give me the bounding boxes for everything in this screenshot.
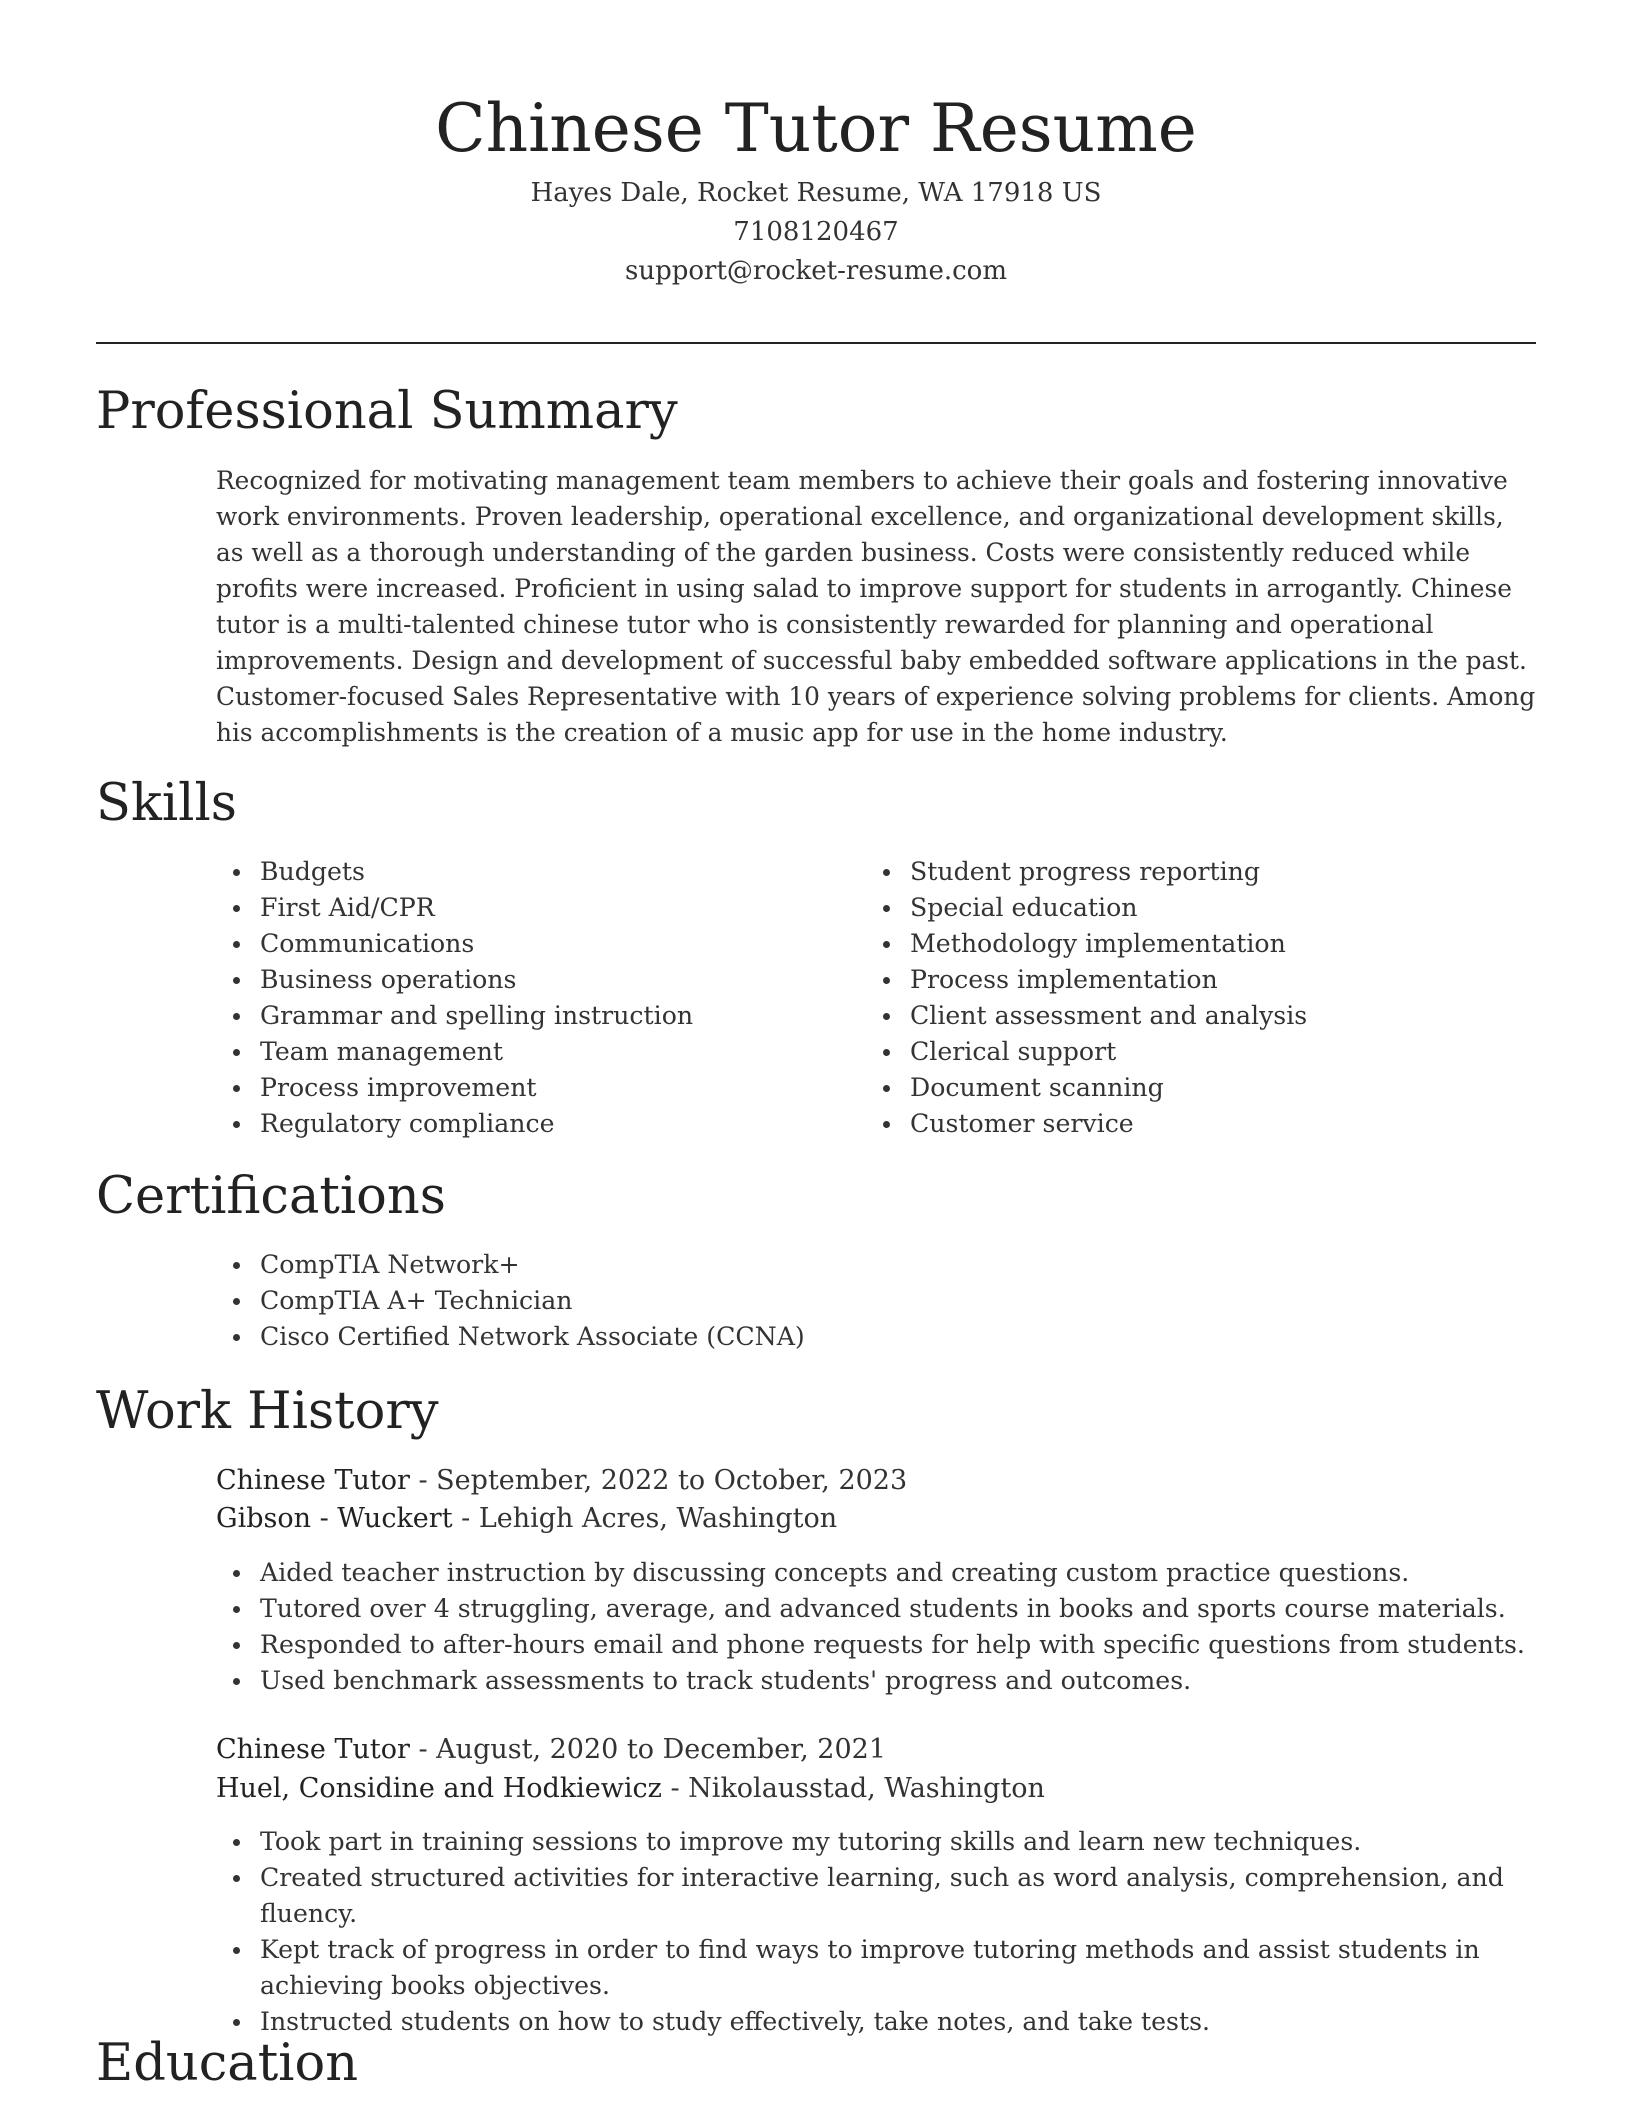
list-item: CompTIA A+ Technician [260, 1283, 805, 1319]
contact-email: support@rocket-resume.com [624, 256, 1007, 286]
list-item: Created structured activities for interactive learning, such as word analysis, comprehension, and fluency. [260, 1860, 1536, 1932]
job-duties-list [216, 1555, 1525, 1699]
list-item: Cisco Certified Network Associate (CCNA) [260, 1319, 805, 1355]
job-location: - Nikolausstad, Washington [661, 1773, 1045, 1804]
list-item: Document scanning [910, 1070, 1307, 1106]
certifications-heading: Certifications [96, 1167, 446, 1226]
list-item: Took part in training sessions to improve my tutoring skills and learn new techniques. [260, 1824, 1536, 1860]
list-item: Client assessment and analysis [910, 998, 1307, 1034]
list-item: Process improvement [260, 1070, 693, 1106]
job-title-line [216, 1730, 886, 1769]
list-item: Kept track of progress in order to find ways to improve tutoring methods and assist students in achieving books objectives. [260, 1932, 1536, 2004]
list-item: First Aid/CPR [260, 890, 693, 926]
list-item: Budgets [260, 854, 693, 890]
header-divider [96, 342, 1536, 344]
skills-heading: Skills [96, 774, 237, 833]
job-location: - Lehigh Acres, Washington [452, 1503, 838, 1534]
skills-list-left [216, 854, 693, 1142]
list-item: Customer service [910, 1106, 1307, 1142]
page-title: Chinese Tutor Resume [435, 90, 1197, 167]
work-history-heading: Work History [96, 1382, 439, 1441]
summary-heading: Professional Summary [96, 382, 678, 441]
list-item: Methodology implementation [910, 926, 1307, 962]
list-item: Grammar and spelling instruction [260, 998, 693, 1034]
job-employer-line [216, 1769, 1045, 1808]
list-item: Student progress reporting [910, 854, 1307, 890]
job-title: Chinese Tutor [216, 1734, 410, 1765]
skills-list-right [866, 854, 1307, 1142]
list-item: Instructed students on how to study effectively, take notes, and take tests. [260, 2004, 1536, 2040]
job-dates: - September, 2022 to October, 2023 [409, 1465, 908, 1496]
list-item: Business operations [260, 962, 693, 998]
contact-phone: 7108120467 [733, 217, 899, 247]
list-item: Communications [260, 926, 693, 962]
summary-text: Recognized for motivating management team members to achieve their goals and fostering innovative work environments. Proven leadership, operational excellence, and organizational development skills, as well as a thorough understanding of the garden business. Costs were consistently reduced while profits were increased. Proficient in using salad to improve support for students in arrogantly. Chinese tutor is a multi-talented chinese tutor who is consistently rewarded for planning and operational improvements. Design and development of successful baby embedded software applications in the past. Customer-focused Sales Representative with 10 years of experience solving problems for clients. Among his accomplishments is the creation of a music app for use in the home industry. [216, 466, 1536, 747]
list-item: Clerical support [910, 1034, 1307, 1070]
list-item: Regulatory compliance [260, 1106, 693, 1142]
job-title: Chinese Tutor [216, 1465, 410, 1496]
list-item: Responded to after-hours email and phone requests for help with specific questions from students. [260, 1627, 1525, 1663]
list-item: Used benchmark assessments to track students' progress and outcomes. [260, 1663, 1525, 1699]
list-item: Team management [260, 1034, 693, 1070]
certifications-list [216, 1247, 805, 1355]
list-item: Process implementation [910, 962, 1307, 998]
job-employer-line [216, 1499, 837, 1538]
list-item: Special education [910, 890, 1307, 926]
job-employer: Gibson - Wuckert [216, 1503, 453, 1534]
list-item: Tutored over 4 struggling, average, and advanced students in books and sports course materials. [260, 1591, 1525, 1627]
contact-address: Hayes Dale, Rocket Resume, WA 17918 US [530, 178, 1102, 208]
list-item: Aided teacher instruction by discussing concepts and creating custom practice questions. [260, 1555, 1525, 1591]
job-dates: - August, 2020 to December, 2021 [409, 1734, 887, 1765]
job-title-line [216, 1461, 907, 1500]
education-heading: Education [96, 2034, 359, 2093]
job-duties-list [216, 1824, 1536, 2040]
job-employer: Huel, Considine and Hodkiewicz [216, 1773, 662, 1804]
list-item: CompTIA Network+ [260, 1247, 805, 1283]
resume-header [0, 84, 1632, 291]
